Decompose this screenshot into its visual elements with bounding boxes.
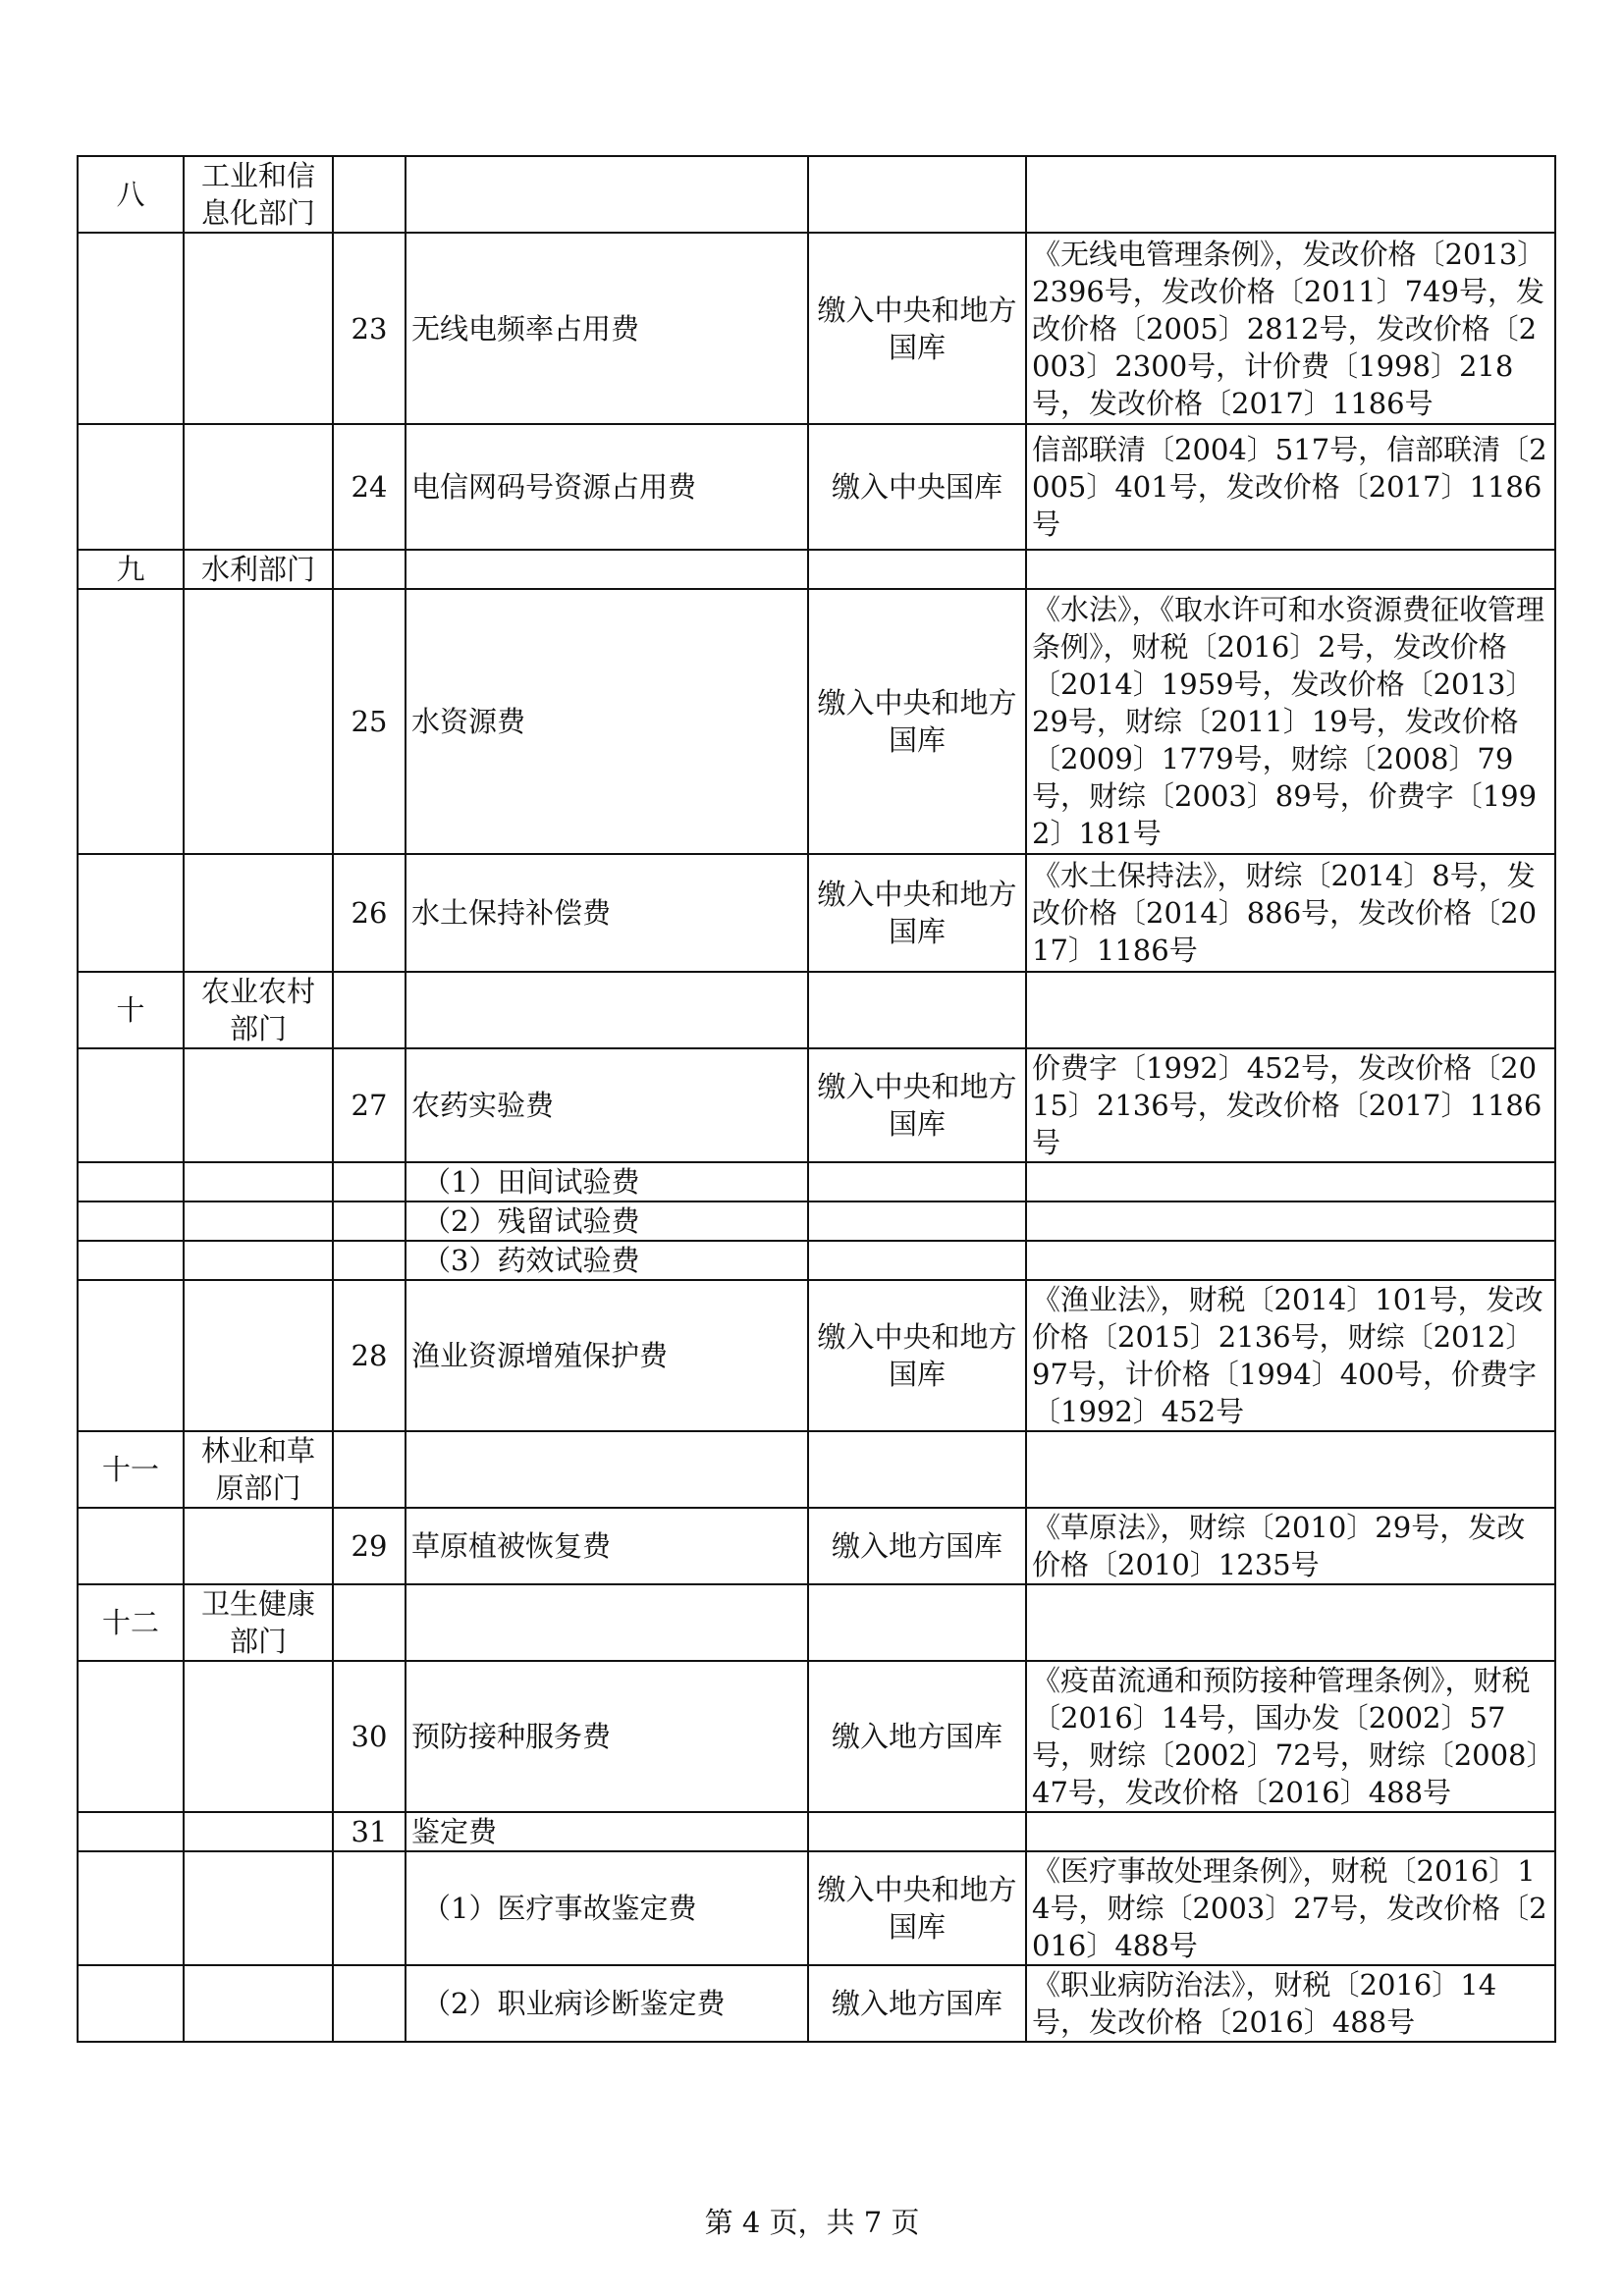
department-cell (184, 1812, 333, 1851)
section-number-cell (78, 1508, 184, 1584)
destination-cell (808, 156, 1026, 233)
fee-name-cell: 草原植被恢复费 (406, 1508, 808, 1584)
fee-name-cell: （1）田间试验费 (406, 1162, 808, 1201)
destination-cell: 缴入中央和地方国库 (808, 1851, 1026, 1965)
section-number-cell (78, 233, 184, 424)
sub-item-row (78, 1851, 1555, 1965)
item-number-cell (333, 1162, 406, 1201)
fee-table (77, 155, 1556, 2043)
section-number-cell: 九 (78, 550, 184, 589)
legal-basis-cell: 《职业病防治法》，财税〔2016〕14号，发改价格〔2016〕488号 (1026, 1965, 1555, 2042)
item-number-cell: 29 (333, 1508, 406, 1584)
item-number-cell (333, 1851, 406, 1965)
fee-name-cell: 电信网码号资源占用费 (406, 424, 808, 550)
table-row (78, 854, 1555, 972)
legal-basis-cell: 《渔业法》，财税〔2014〕101号，发改价格〔2015〕2136号，财综〔2012〕97号，计价格〔1994〕400号，价费字〔1992〕452号 (1026, 1280, 1555, 1431)
legal-basis-cell (1026, 972, 1555, 1048)
section-number-cell (78, 1851, 184, 1965)
table-row (78, 424, 1555, 550)
item-number-cell: 28 (333, 1280, 406, 1431)
fee-name-cell: 渔业资源增殖保护费 (406, 1280, 808, 1431)
department-cell: 农业农村部门 (184, 972, 333, 1048)
destination-cell (808, 1431, 1026, 1508)
department-cell (184, 424, 333, 550)
legal-basis-cell (1026, 1162, 1555, 1201)
section-row (78, 1431, 1555, 1508)
item-number-cell (333, 1241, 406, 1280)
department-cell (184, 854, 333, 972)
destination-cell (808, 1201, 1026, 1241)
section-row (78, 156, 1555, 233)
item-number-cell (333, 1965, 406, 2042)
section-row (78, 972, 1555, 1048)
department-cell (184, 1280, 333, 1431)
table-row (78, 1508, 1555, 1584)
legal-basis-cell: 价费字〔1992〕452号，发改价格〔2015〕2136号，发改价格〔2017〕1186号 (1026, 1048, 1555, 1162)
destination-cell: 缴入中央国库 (808, 424, 1026, 550)
table-row (78, 1661, 1555, 1812)
item-number-cell (333, 550, 406, 589)
department-cell (184, 1508, 333, 1584)
section-number-cell (78, 1048, 184, 1162)
section-number-cell: 十 (78, 972, 184, 1048)
department-cell: 卫生健康部门 (184, 1584, 333, 1661)
sub-item-row (78, 1965, 1555, 2042)
legal-basis-cell: 《水法》，《取水许可和水资源费征收管理条例》，财税〔2016〕2号，发改价格〔2014〕1959号，发改价格〔2013〕29号，财综〔2011〕19号，发改价格〔2009〕1779号，财综〔2008〕79号，财综〔2003〕89号，价费字〔1992〕181号 (1026, 589, 1555, 854)
legal-basis-cell: 信部联清〔2004〕517号，信部联清〔2005〕401号，发改价格〔2017〕1186号 (1026, 424, 1555, 550)
department-cell (184, 1162, 333, 1201)
item-number-cell: 31 (333, 1812, 406, 1851)
item-number-cell (333, 156, 406, 233)
fee-name-cell: 无线电频率占用费 (406, 233, 808, 424)
fee-name-cell (406, 550, 808, 589)
legal-basis-cell (1026, 156, 1555, 233)
section-number-cell (78, 1812, 184, 1851)
legal-basis-cell (1026, 1431, 1555, 1508)
table-row (78, 233, 1555, 424)
table-row (78, 1280, 1555, 1431)
item-number-cell (333, 1584, 406, 1661)
section-number-cell (78, 589, 184, 854)
legal-basis-cell (1026, 1812, 1555, 1851)
legal-basis-cell (1026, 1201, 1555, 1241)
destination-cell (808, 1812, 1026, 1851)
section-number-cell (78, 1280, 184, 1431)
fee-name-cell: 农药实验费 (406, 1048, 808, 1162)
legal-basis-cell: 《疫苗流通和预防接种管理条例》，财税〔2016〕14号，国办发〔2002〕57号，财综〔2002〕72号，财综〔2008〕47号，发改价格〔2016〕488号 (1026, 1661, 1555, 1812)
section-number-cell (78, 854, 184, 972)
legal-basis-cell: 《无线电管理条例》，发改价格〔2013〕2396号，发改价格〔2011〕749号，发改价格〔2005〕2812号，发改价格〔2003〕2300号，计价费〔1998〕218号，发改价格〔2017〕1186号 (1026, 233, 1555, 424)
destination-cell (808, 1584, 1026, 1661)
section-number-cell: 十二 (78, 1584, 184, 1661)
sub-item-row (78, 1162, 1555, 1201)
destination-cell: 缴入地方国库 (808, 1965, 1026, 2042)
department-cell (184, 1851, 333, 1965)
destination-cell: 缴入地方国库 (808, 1661, 1026, 1812)
sub-item-row (78, 1201, 1555, 1241)
sub-item-row (78, 1241, 1555, 1280)
fee-name-cell (406, 972, 808, 1048)
fee-name-cell (406, 156, 808, 233)
destination-cell: 缴入中央和地方国库 (808, 589, 1026, 854)
fee-table-body (78, 156, 1555, 2042)
fee-name-cell: 鉴定费 (406, 1812, 808, 1851)
section-number-cell (78, 424, 184, 550)
destination-cell: 缴入中央和地方国库 (808, 1280, 1026, 1431)
fee-name-cell: 预防接种服务费 (406, 1661, 808, 1812)
fee-name-cell: 水土保持补偿费 (406, 854, 808, 972)
destination-cell (808, 1241, 1026, 1280)
legal-basis-cell (1026, 1584, 1555, 1661)
fee-name-cell: （3）药效试验费 (406, 1241, 808, 1280)
item-number-cell: 27 (333, 1048, 406, 1162)
department-cell: 水利部门 (184, 550, 333, 589)
item-number-cell: 30 (333, 1661, 406, 1812)
table-row (78, 1048, 1555, 1162)
fee-name-cell (406, 1584, 808, 1661)
item-number-cell (333, 1431, 406, 1508)
destination-cell (808, 1162, 1026, 1201)
section-row (78, 550, 1555, 589)
destination-cell: 缴入中央和地方国库 (808, 854, 1026, 972)
item-number-cell: 23 (333, 233, 406, 424)
item-number-cell: 24 (333, 424, 406, 550)
department-cell: 林业和草原部门 (184, 1431, 333, 1508)
item-number-cell: 25 (333, 589, 406, 854)
section-number-cell: 八 (78, 156, 184, 233)
destination-cell (808, 972, 1026, 1048)
fee-name-cell (406, 1431, 808, 1508)
department-cell (184, 233, 333, 424)
section-number-cell (78, 1965, 184, 2042)
table-row (78, 1812, 1555, 1851)
section-number-cell (78, 1241, 184, 1280)
table-row (78, 589, 1555, 854)
department-cell (184, 1048, 333, 1162)
destination-cell: 缴入中央和地方国库 (808, 1048, 1026, 1162)
section-number-cell (78, 1661, 184, 1812)
item-number-cell (333, 972, 406, 1048)
fee-name-cell: （1）医疗事故鉴定费 (406, 1851, 808, 1965)
legal-basis-cell (1026, 1241, 1555, 1280)
section-number-cell: 十一 (78, 1431, 184, 1508)
department-cell (184, 589, 333, 854)
destination-cell: 缴入地方国库 (808, 1508, 1026, 1584)
legal-basis-cell: 《水土保持法》，财综〔2014〕8号，发改价格〔2014〕886号，发改价格〔2017〕1186号 (1026, 854, 1555, 972)
department-cell (184, 1661, 333, 1812)
department-cell (184, 1965, 333, 2042)
page-footer: 第 4 页，共 7 页 (704, 2206, 920, 2239)
legal-basis-cell: 《医疗事故处理条例》，财税〔2016〕14号，财综〔2003〕27号，发改价格〔2016〕488号 (1026, 1851, 1555, 1965)
item-number-cell (333, 1201, 406, 1241)
section-row (78, 1584, 1555, 1661)
item-number-cell: 26 (333, 854, 406, 972)
department-cell: 工业和信息化部门 (184, 156, 333, 233)
fee-name-cell: （2）残留试验费 (406, 1201, 808, 1241)
legal-basis-cell (1026, 550, 1555, 589)
fee-name-cell: （2）职业病诊断鉴定费 (406, 1965, 808, 2042)
destination-cell: 缴入中央和地方国库 (808, 233, 1026, 424)
fee-name-cell: 水资源费 (406, 589, 808, 854)
section-number-cell (78, 1162, 184, 1201)
section-number-cell (78, 1201, 184, 1241)
department-cell (184, 1201, 333, 1241)
destination-cell (808, 550, 1026, 589)
legal-basis-cell: 《草原法》，财综〔2010〕29号，发改价格〔2010〕1235号 (1026, 1508, 1555, 1584)
department-cell (184, 1241, 333, 1280)
